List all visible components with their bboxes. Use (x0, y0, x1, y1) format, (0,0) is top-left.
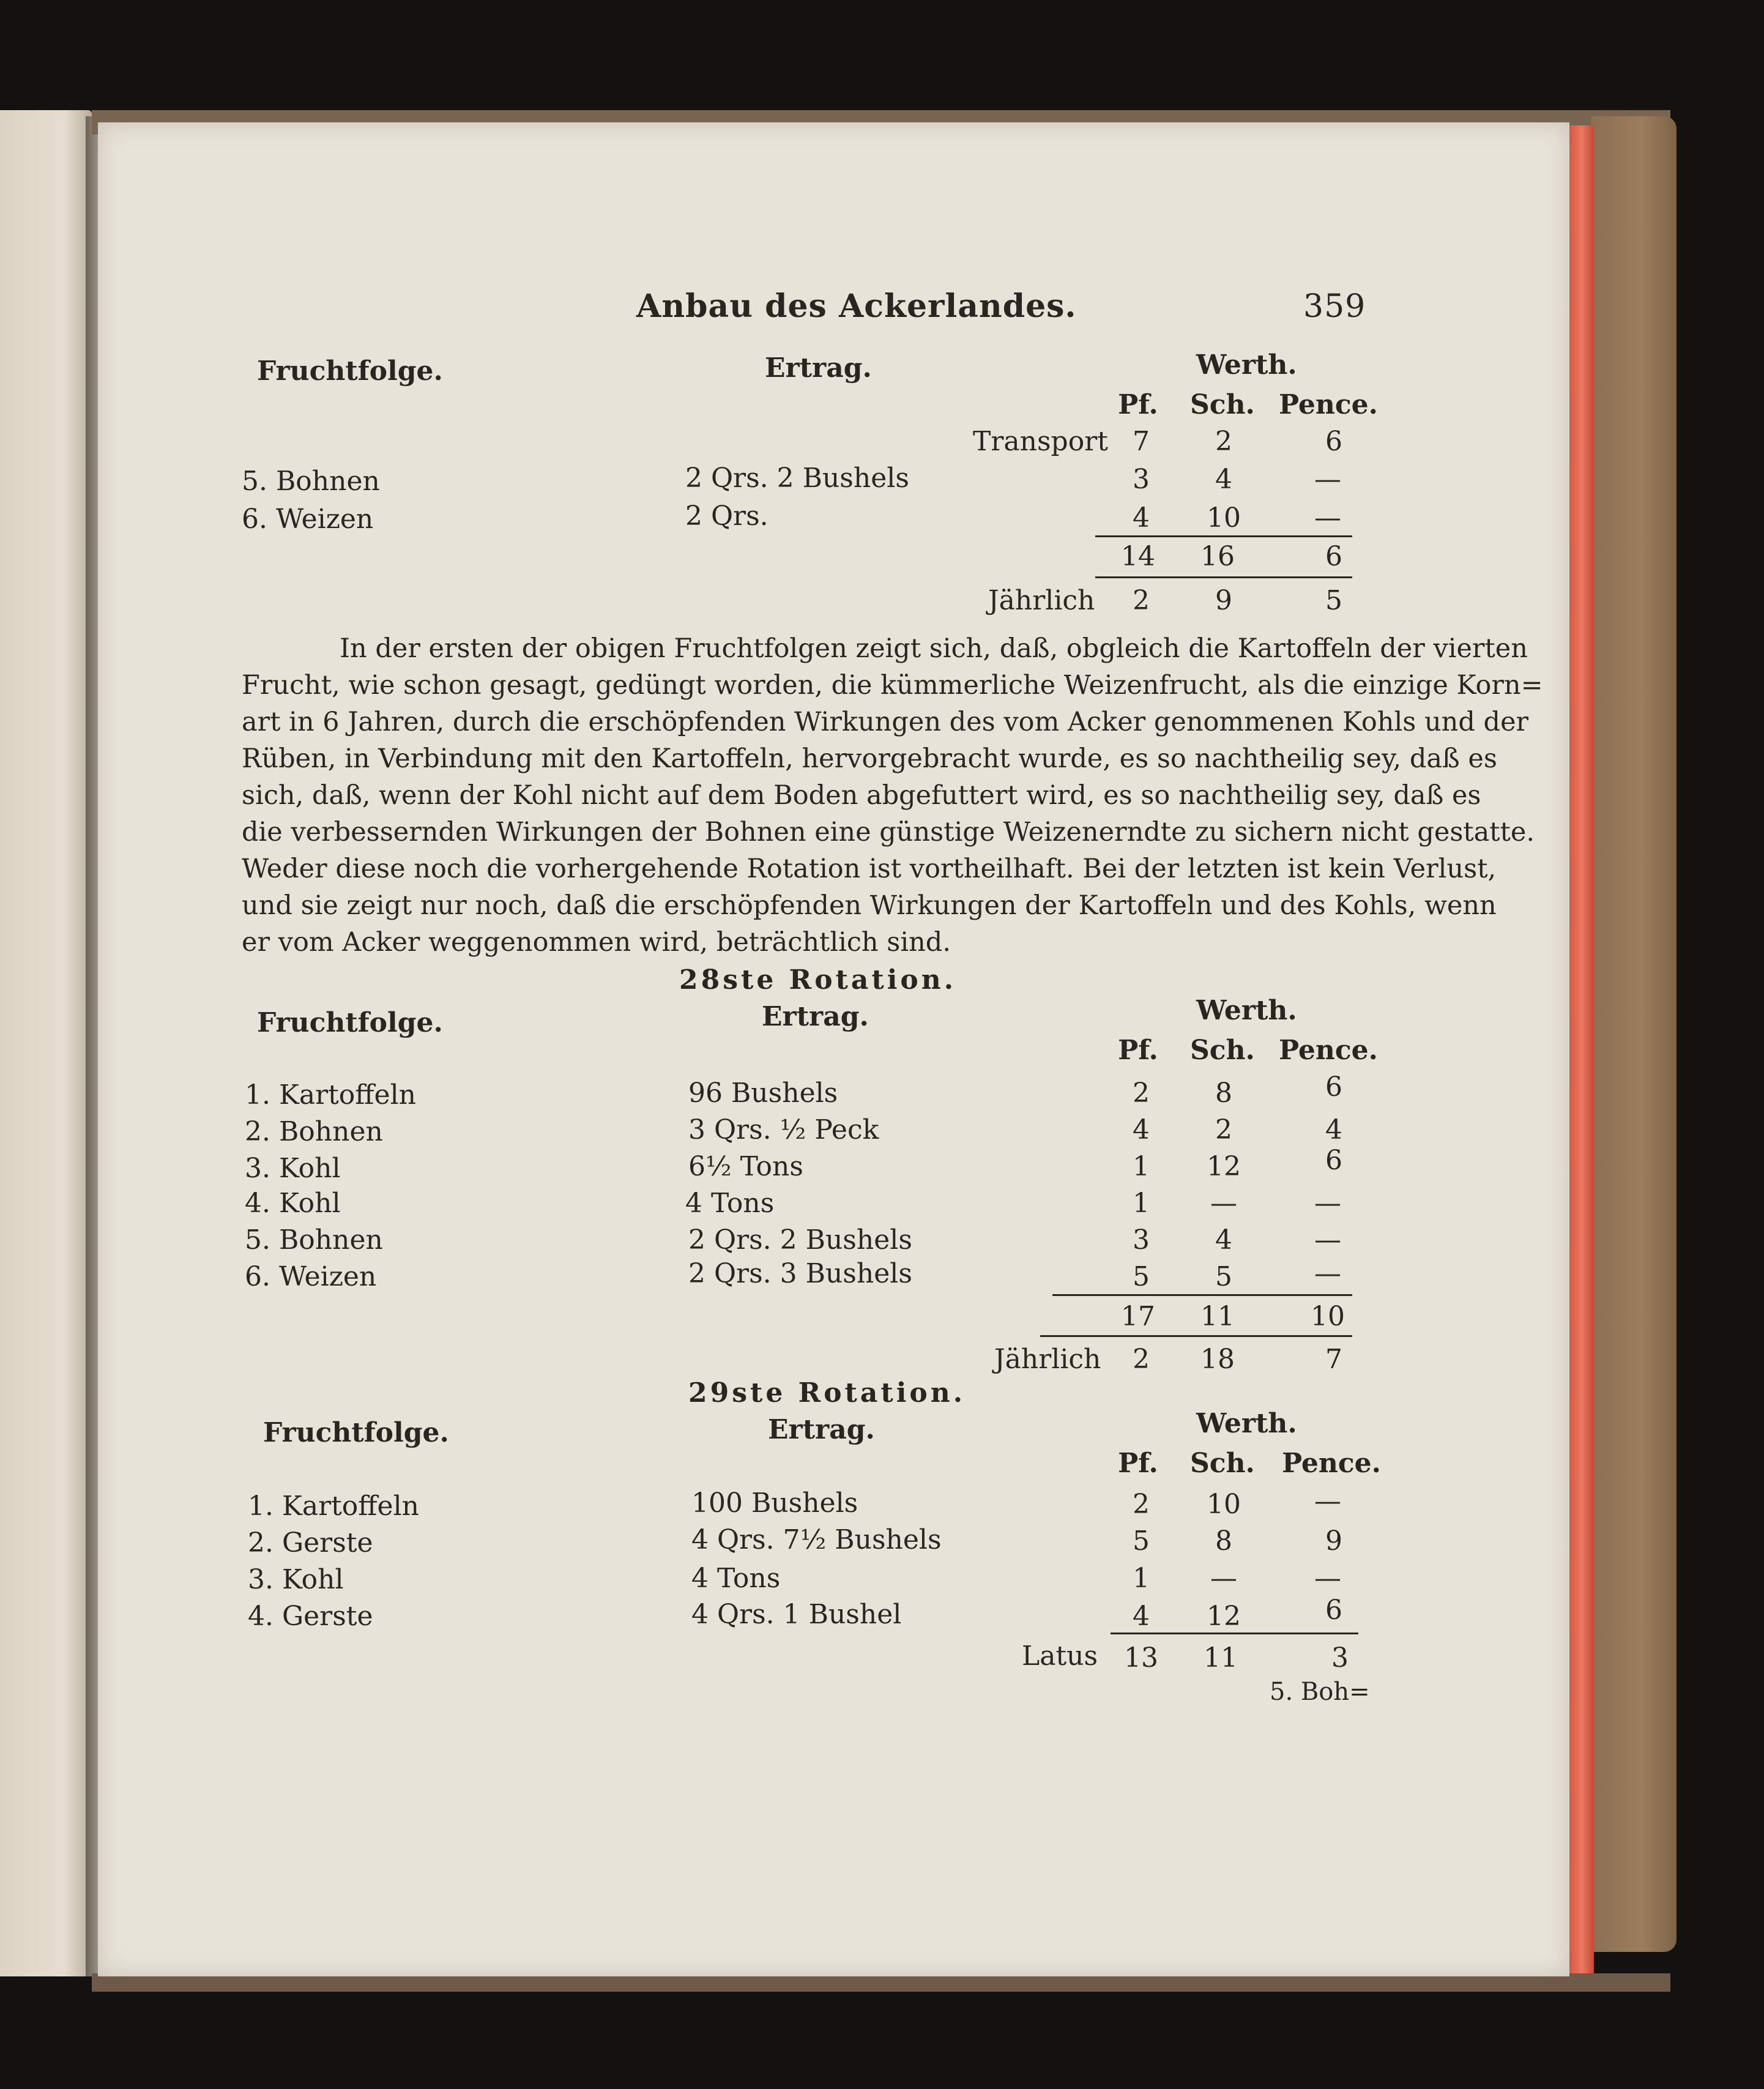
rotation28-pence: 6 (1325, 1145, 1342, 1176)
rotation29-pf: 5 (1133, 1525, 1150, 1557)
table1-header-fruchtfolge: Fruchtfolge. (257, 356, 443, 387)
table1-header-pf: Pf. (1118, 389, 1158, 420)
rotation29-crop: 4. Gerste (248, 1601, 373, 1632)
page-title: Anbau des Ackerlandes. (636, 288, 1077, 325)
rotation28-pf: 1 (1133, 1188, 1150, 1219)
table1-row-pence: — (1314, 502, 1341, 534)
table1-row-crop: 6. Weizen (242, 504, 374, 535)
rotation28-yield: 4 Tons (685, 1188, 775, 1219)
rotation28-yearly-sch: 18 (1200, 1344, 1235, 1375)
rotation29-sch: 10 (1207, 1489, 1241, 1520)
paragraph-line: er vom Acker weggenommen wird, beträchtlich sind. (242, 927, 951, 958)
table1-header-werth: Werth. (1196, 349, 1297, 381)
sum-rule (1095, 576, 1352, 578)
rotation28-crop: 1. Kartoffeln (245, 1079, 416, 1111)
rotation29-pf: 4 (1133, 1601, 1150, 1632)
table1-yearly-sch: 9 (1215, 585, 1232, 616)
rotation29-sch: 8 (1215, 1525, 1232, 1557)
rotation28-yield: 3 Qrs. ½ Peck (688, 1114, 879, 1145)
rotation28-yield: 2 Qrs. 3 Bushels (688, 1258, 912, 1289)
rotation28-sch: — (1210, 1188, 1237, 1219)
rotation28-pf: 3 (1133, 1224, 1150, 1256)
sum-rule (1040, 1335, 1352, 1337)
rotation28-crop: 4. Kohl (245, 1188, 341, 1219)
rotation28-header-werth: Werth. (1196, 995, 1297, 1026)
rotation28-total-pf: 17 (1121, 1301, 1155, 1332)
rotation28-header-ertrag: Ertrag. (762, 1001, 869, 1032)
paragraph-line: und sie zeigt nur noch, daß die erschöpfenden Wirkungen der Kartoffeln und des Kohls, wenn (242, 890, 1497, 921)
latus-pf: 13 (1124, 1642, 1158, 1674)
rotation29-pence: 6 (1325, 1595, 1342, 1626)
page-red-edge (1569, 125, 1594, 1976)
rotation28-yearly-pence: 7 (1325, 1344, 1342, 1375)
rotation28-pence: — (1314, 1188, 1341, 1219)
rotation28-total-sch: 11 (1200, 1301, 1235, 1332)
rotation28-sch: 4 (1215, 1224, 1232, 1256)
transport-pence: 6 (1325, 426, 1342, 457)
table1-row-sch: 10 (1207, 502, 1241, 534)
catchword: 5. Boh= (1270, 1678, 1370, 1706)
table1-row-crop: 5. Bohnen (242, 466, 380, 497)
rotation28-heading: 28ste Rotation. (679, 964, 957, 996)
rotation28-sch: 5 (1215, 1261, 1232, 1292)
table1-row-sch: 4 (1215, 464, 1232, 495)
rotation29-crop: 3. Kohl (248, 1564, 344, 1595)
rotation29-yield: 100 Bushels (691, 1488, 858, 1519)
rotation29-pence: 9 (1325, 1525, 1342, 1557)
rotation28-pence: — (1314, 1258, 1341, 1289)
table1-yearly-pf: 2 (1133, 585, 1150, 616)
rotation29-header-fruchtfolge: Fruchtfolge. (263, 1417, 449, 1448)
rotation28-pf: 4 (1133, 1114, 1150, 1145)
rotation28-yield: 96 Bushels (688, 1078, 838, 1109)
rotation28-sch: 2 (1215, 1114, 1232, 1145)
paragraph-line: die verbessernden Wirkungen der Bohnen eine günstige Weizenerndte zu sichern nicht gestatte. (242, 817, 1535, 847)
table1-total-pf: 14 (1121, 541, 1155, 572)
rotation28-crop: 5. Bohnen (245, 1224, 383, 1256)
rotation29-yield: 4 Qrs. 7½ Bushels (691, 1524, 942, 1555)
rotation28-header-pf: Pf. (1118, 1035, 1158, 1066)
table1-header-pence: Pence. (1279, 389, 1378, 420)
table1-yearly-pence: 5 (1325, 585, 1342, 616)
latus-pence: 3 (1331, 1642, 1349, 1674)
rotation28-yearly-label: Jährlich (994, 1344, 1101, 1375)
rotation29-yield: 4 Qrs. 1 Bushel (691, 1599, 902, 1630)
cover-edge-right (1591, 116, 1677, 1952)
table1-row-yield: 2 Qrs. (685, 501, 768, 532)
rotation28-header-fruchtfolge: Fruchtfolge. (257, 1007, 443, 1038)
rotation28-total-pence: 10 (1311, 1301, 1345, 1332)
rotation28-crop: 3. Kohl (245, 1153, 341, 1184)
rotation29-crop: 1. Kartoffeln (248, 1491, 419, 1522)
table1-header-sch: Sch. (1190, 389, 1255, 420)
rotation29-pf: 1 (1133, 1563, 1150, 1594)
rotation28-header-pence: Pence. (1279, 1035, 1378, 1066)
paragraph-line: Frucht, wie schon gesagt, gedüngt worden, die kümmerliche Weizenfrucht, als die einzige Korn= (242, 670, 1543, 701)
rotation29-header-ertrag: Ertrag. (768, 1414, 875, 1445)
rotation28-pf: 1 (1133, 1151, 1150, 1182)
rotation29-header-sch: Sch. (1190, 1448, 1255, 1479)
rotation29-pence: — (1314, 1563, 1341, 1594)
left-page-edge (0, 110, 92, 1976)
rotation28-sch: 8 (1215, 1078, 1232, 1109)
page-number: 359 (1303, 288, 1366, 325)
rotation29-sch: 12 (1207, 1601, 1241, 1632)
rotation28-yearly-pf: 2 (1133, 1344, 1150, 1375)
rotation28-pence: — (1314, 1224, 1341, 1256)
rotation29-header-pence: Pence. (1282, 1448, 1381, 1479)
sum-rule (1111, 1633, 1358, 1634)
table1-row-pence: — (1314, 464, 1341, 495)
transport-label: Transport (973, 426, 1108, 457)
latus-label: Latus (1022, 1640, 1098, 1672)
paragraph-line: sich, daß, wenn der Kohl nicht auf dem Boden abgefuttert wird, es so nachtheilig sey, daß es (242, 780, 1481, 811)
rotation28-pence: 4 (1325, 1114, 1342, 1145)
latus-sch: 11 (1204, 1642, 1238, 1674)
rotation28-sch: 12 (1207, 1151, 1241, 1182)
rotation28-crop: 2. Bohnen (245, 1116, 383, 1147)
rotation29-pence: — (1314, 1486, 1341, 1517)
rotation28-header-sch: Sch. (1190, 1035, 1255, 1066)
rotation29-pf: 2 (1133, 1489, 1150, 1520)
paragraph-line: art in 6 Jahren, durch die erschöpfenden Wirkungen des vom Acker genommenen Kohls und der (242, 707, 1529, 737)
body-paragraph (242, 630, 1543, 961)
paragraph-line: In der ersten der obigen Fruchtfolgen zeigt sich, daß, obgleich die Kartoffeln der vierten (340, 633, 1528, 664)
rotation29-header-werth: Werth. (1196, 1408, 1297, 1439)
rotation28-pence: 6 (1325, 1071, 1342, 1103)
table1-total-pence: 6 (1325, 541, 1342, 572)
rotation29-crop: 2. Gerste (248, 1527, 373, 1558)
rotation28-pf: 2 (1133, 1078, 1150, 1109)
table1-total-sch: 16 (1200, 541, 1235, 572)
table1-row-pf: 3 (1133, 464, 1150, 495)
sum-rule (1095, 535, 1352, 537)
rotation28-crop: 6. Weizen (245, 1261, 377, 1292)
rotation28-yield: 2 Qrs. 2 Bushels (688, 1224, 912, 1256)
rotation29-sch: — (1210, 1563, 1237, 1594)
table1-row-yield: 2 Qrs. 2 Bushels (685, 463, 909, 494)
sum-rule (1052, 1294, 1352, 1296)
rotation29-heading: 29ste Rotation. (688, 1377, 966, 1409)
rotation28-yield: 6½ Tons (688, 1151, 803, 1182)
transport-sch: 2 (1215, 426, 1232, 457)
transport-pf: 7 (1133, 426, 1150, 457)
table1-header-ertrag: Ertrag. (765, 352, 872, 384)
paragraph-line: Rüben, in Verbindung mit den Kartoffeln, hervorgebracht wurde, es so nachtheilig sey, daß es (242, 743, 1497, 774)
rotation29-yield: 4 Tons (691, 1563, 781, 1594)
rotation29-header-pf: Pf. (1118, 1448, 1158, 1479)
table1-row-pf: 4 (1133, 502, 1150, 534)
table1-yearly-label: Jährlich (988, 585, 1095, 616)
paragraph-line: Weder diese noch die vorhergehende Rotation ist vortheilhaft. Bei der letzten ist kein Verlust, (242, 854, 1497, 884)
rotation28-pf: 5 (1133, 1261, 1150, 1292)
